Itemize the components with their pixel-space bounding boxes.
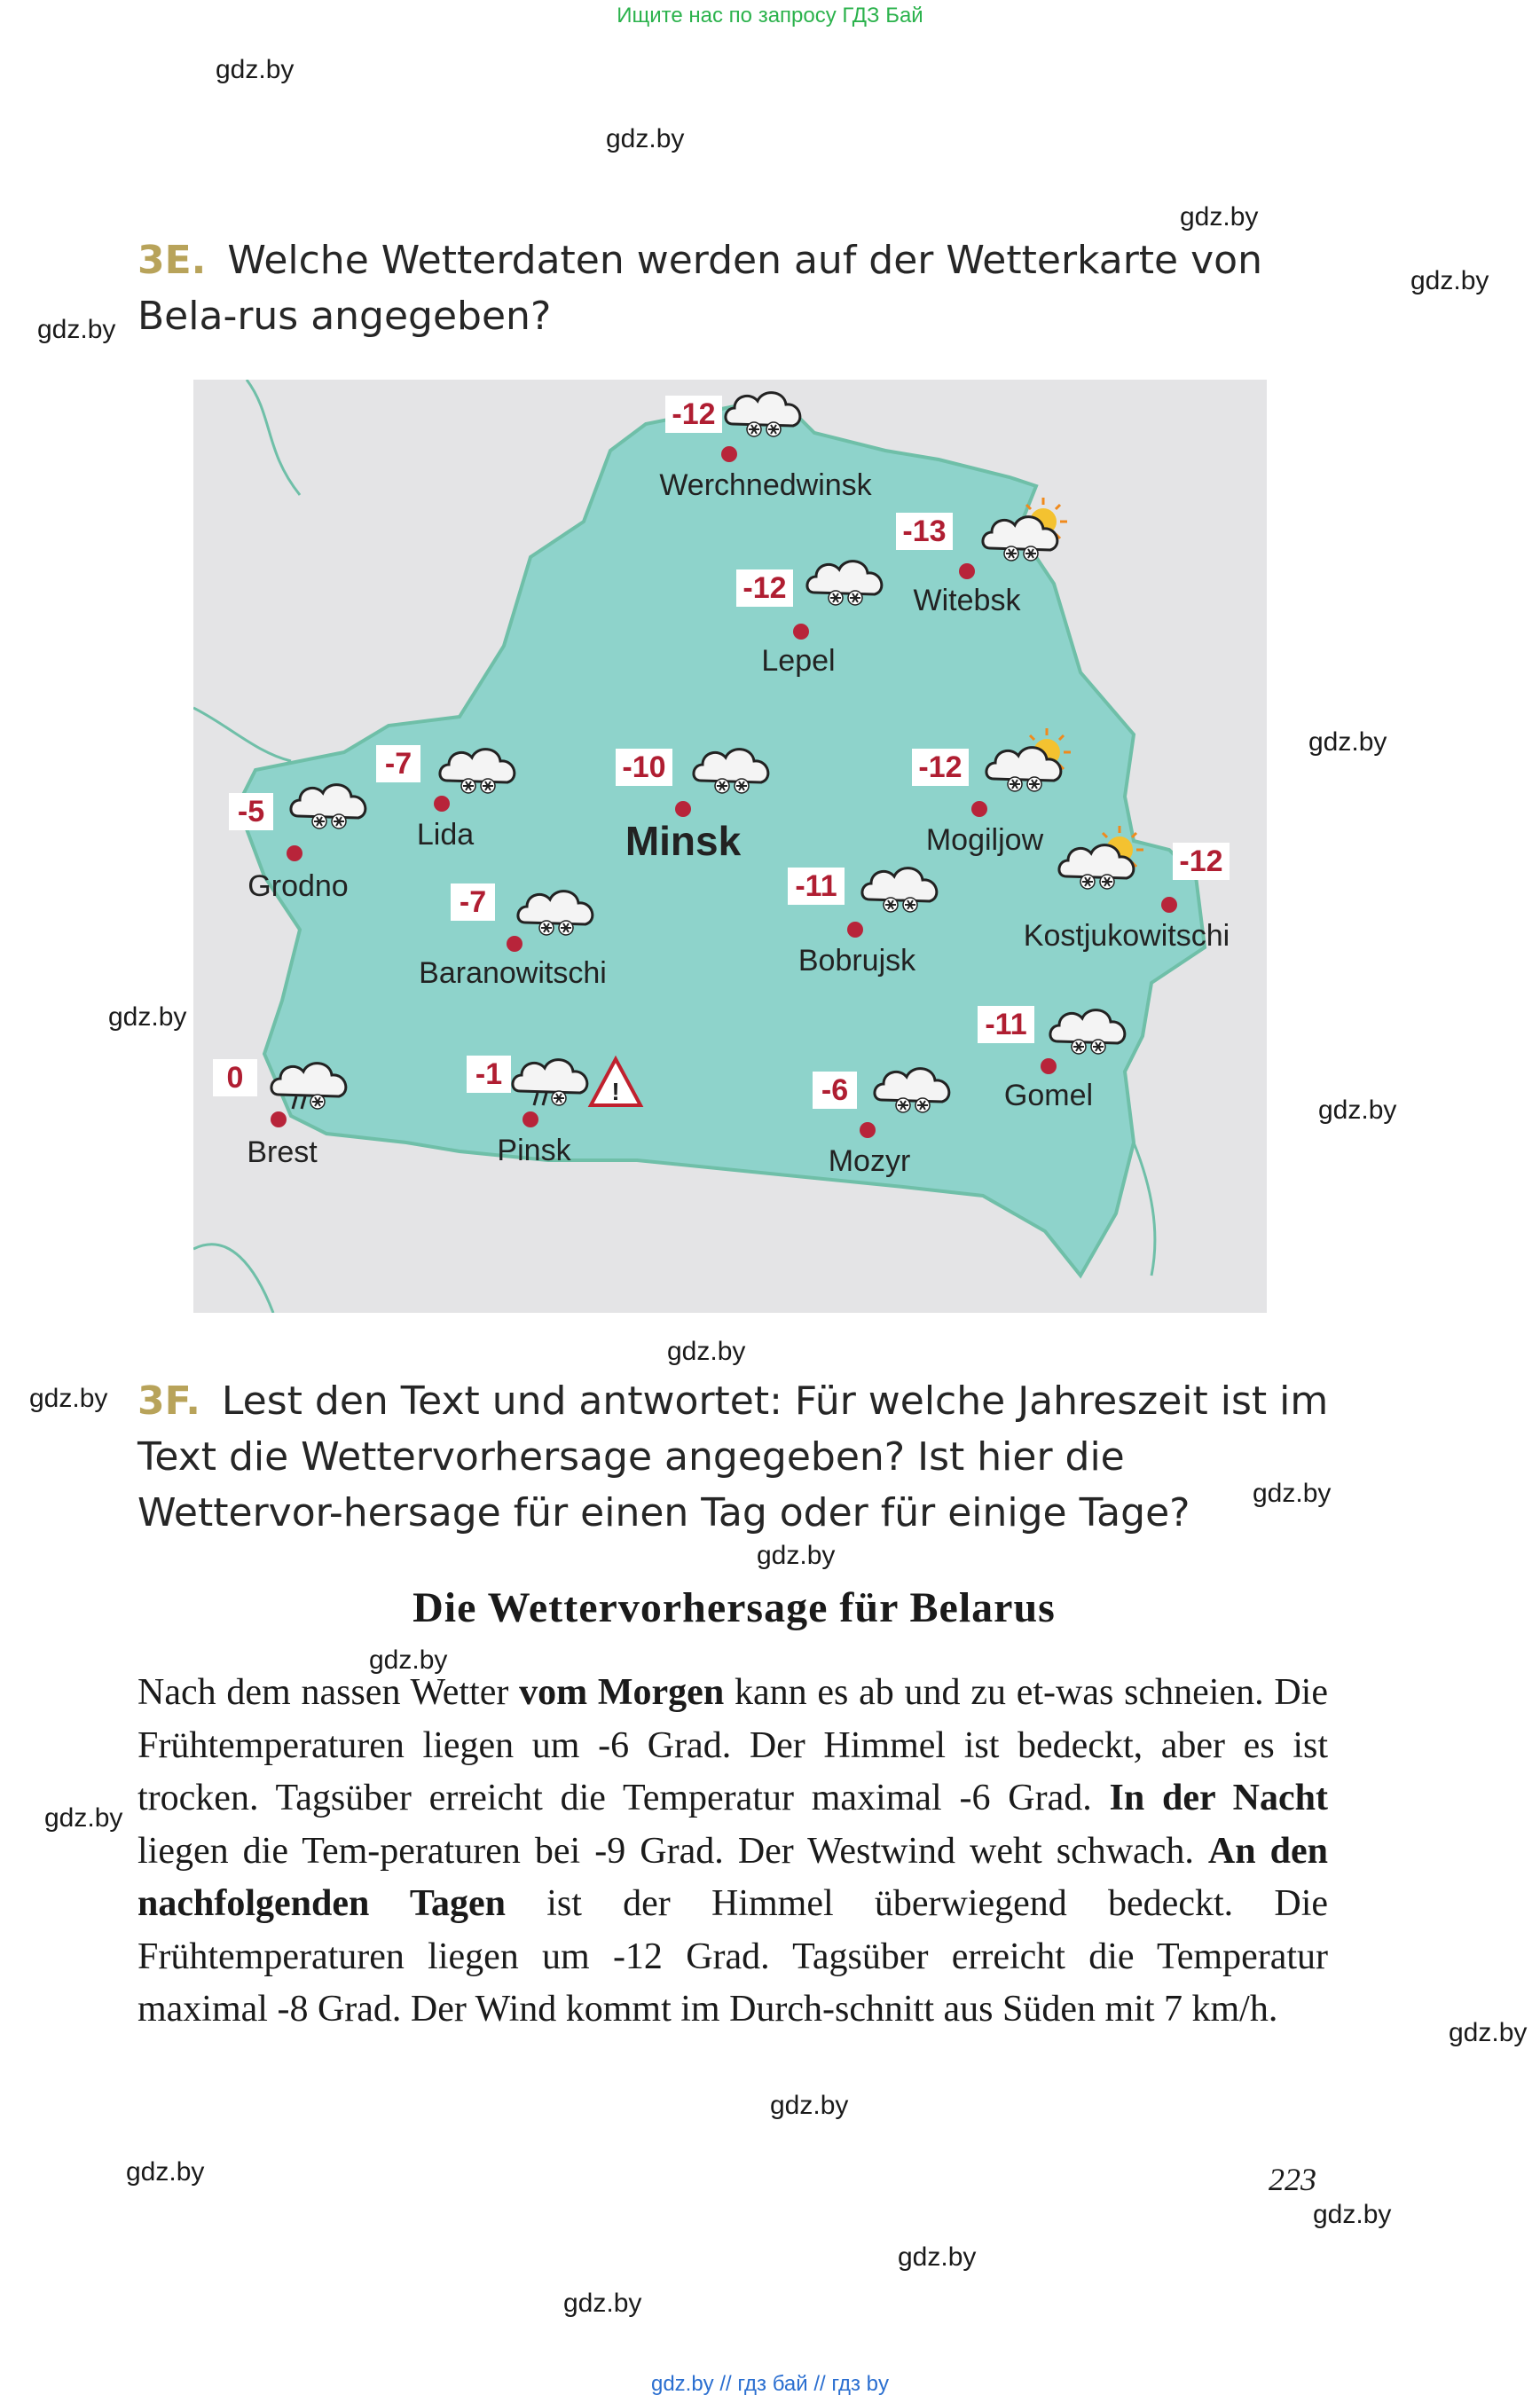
- watermark: gdz.by: [126, 2157, 205, 2187]
- watermark: gdz.by: [1410, 266, 1489, 295]
- city-dot: [860, 1122, 876, 1138]
- watermark: gdz.by: [216, 55, 295, 84]
- temperature-label: -12: [672, 397, 716, 431]
- watermark: gdz.by: [1180, 202, 1259, 232]
- task-text: Lest den Text und antwortet: Für welche Jahreszeit ist im Text die Wettervorhersage angegeben? Ist hier die Wettervor-hersage für einen Tag oder für einige Tage?: [138, 1378, 1329, 1535]
- task-number: 3F.: [138, 1378, 200, 1424]
- footer-links-note[interactable]: gdz.by // гдз бай // гдз by: [650, 2372, 890, 2396]
- city-name: Lepel: [761, 644, 836, 678]
- watermark: gdz.by: [770, 2091, 849, 2120]
- svg-text:!: !: [611, 1078, 620, 1105]
- watermark: gdz.by: [606, 124, 685, 153]
- city-dot: [507, 936, 522, 952]
- watermark: gdz.by: [898, 2242, 977, 2272]
- city-dot: [959, 563, 975, 579]
- watermark: gdz.by: [1313, 2200, 1392, 2229]
- article-bold-phrase: An den nachfolgenden Tagen: [138, 1830, 1328, 1924]
- city-name: Witebsk: [913, 584, 1021, 617]
- temperature-label: -11: [985, 1008, 1027, 1041]
- watermark: gdz.by: [1449, 2018, 1528, 2047]
- task-3e: [138, 232, 1331, 344]
- city-dot: [1161, 897, 1177, 913]
- task-number: 3E.: [138, 238, 207, 283]
- temperature-label: -12: [918, 750, 962, 784]
- article-title: Die Wettervorhersage für Belarus: [412, 1584, 1056, 1631]
- watermark: gdz.by: [44, 1803, 123, 1833]
- watermark: gdz.by: [29, 1384, 108, 1413]
- city-dot: [721, 446, 737, 462]
- city-dot: [287, 845, 302, 861]
- temperature-label: -10: [622, 750, 666, 784]
- temperature-label: 0: [226, 1061, 244, 1095]
- watermark: gdz.by: [757, 1541, 836, 1570]
- watermark: gdz.by: [563, 2289, 642, 2318]
- watermark: gdz.by: [667, 1337, 746, 1366]
- article-text: Nach dem nassen Wetter: [138, 1672, 520, 1713]
- watermark: gdz.by: [1318, 1095, 1397, 1125]
- article-text: kann es ab und zu et-was schneien. Die Frühtemperaturen liegen um -6 Grad. Der Himmel ist bedeckt, aber es ist trocken. Tagsüber erreicht die Temperatur maximal -6 Grad.: [138, 1672, 1328, 1818]
- city-name: Mozyr: [828, 1144, 911, 1178]
- watermark: gdz.by: [108, 1002, 187, 1032]
- page-number: 223: [1269, 2162, 1316, 2197]
- city-dot: [971, 801, 987, 817]
- city-name: Gomel: [1003, 1079, 1094, 1112]
- city-name: Baranowitschi: [419, 956, 607, 990]
- temperature-label: -7: [384, 747, 412, 781]
- city-name: Werchnedwinsk: [659, 468, 872, 502]
- city-dot: [847, 922, 863, 938]
- temperature-label: -13: [902, 514, 947, 548]
- watermark: gdz.by: [37, 315, 116, 344]
- task-text: Welche Wetterdaten werden auf der Wetterkarte von Bela-rus angegeben?: [138, 238, 1262, 339]
- city-name: Lida: [416, 818, 475, 852]
- watermark: gdz.by: [1308, 727, 1387, 757]
- city-dot: [793, 624, 809, 640]
- temperature-label: -7: [459, 885, 487, 919]
- temperature-label: -6: [821, 1073, 849, 1107]
- article-bold-phrase: In der Nacht: [1109, 1778, 1329, 1818]
- city-dot: [271, 1111, 287, 1127]
- city-name: Grodno: [248, 869, 349, 903]
- city-dot: [1041, 1058, 1057, 1074]
- article-bold-phrase: vom Morgen: [519, 1672, 725, 1713]
- article-text: liegen die Tem-peraturen bei -9 Grad. Der Westwind weht schwach.: [138, 1830, 1208, 1872]
- temperature-label: -12: [742, 571, 787, 605]
- temperature-label: -12: [1179, 844, 1223, 878]
- article-text: ist der Himmel überwiegend bedeckt. Die Frühtemperaturen liegen um -12 Grad. Tagsüber erreicht die Temperatur maximal -8 Grad. Der Wind kommt im Durch-schnitt aus Süden mit 7 km/h.: [138, 1883, 1329, 2030]
- city-name: Brest: [247, 1135, 318, 1169]
- city-dot: [434, 796, 450, 812]
- temperature-label: -5: [237, 795, 265, 828]
- temperature-label: -11: [795, 869, 837, 903]
- header-search-note: Ищите нас по запросу ГДЗ Бай: [617, 4, 923, 27]
- city-dot: [675, 801, 691, 817]
- task-3f: [138, 1373, 1331, 1541]
- article-body: [138, 1667, 1328, 2037]
- city-name: Pinsk: [497, 1134, 571, 1167]
- city-name: Bobrujsk: [798, 944, 916, 978]
- temperature-label: -1: [475, 1057, 503, 1091]
- city-name: Kostjukowitschi: [1023, 919, 1230, 953]
- city-name: Mogiljow: [925, 823, 1044, 857]
- weather-map: [193, 380, 1267, 1313]
- capital-name: Minsk: [625, 818, 742, 864]
- watermark: gdz.by: [1253, 1479, 1332, 1508]
- watermark: gdz.by: [369, 1645, 448, 1675]
- city-dot: [522, 1111, 538, 1127]
